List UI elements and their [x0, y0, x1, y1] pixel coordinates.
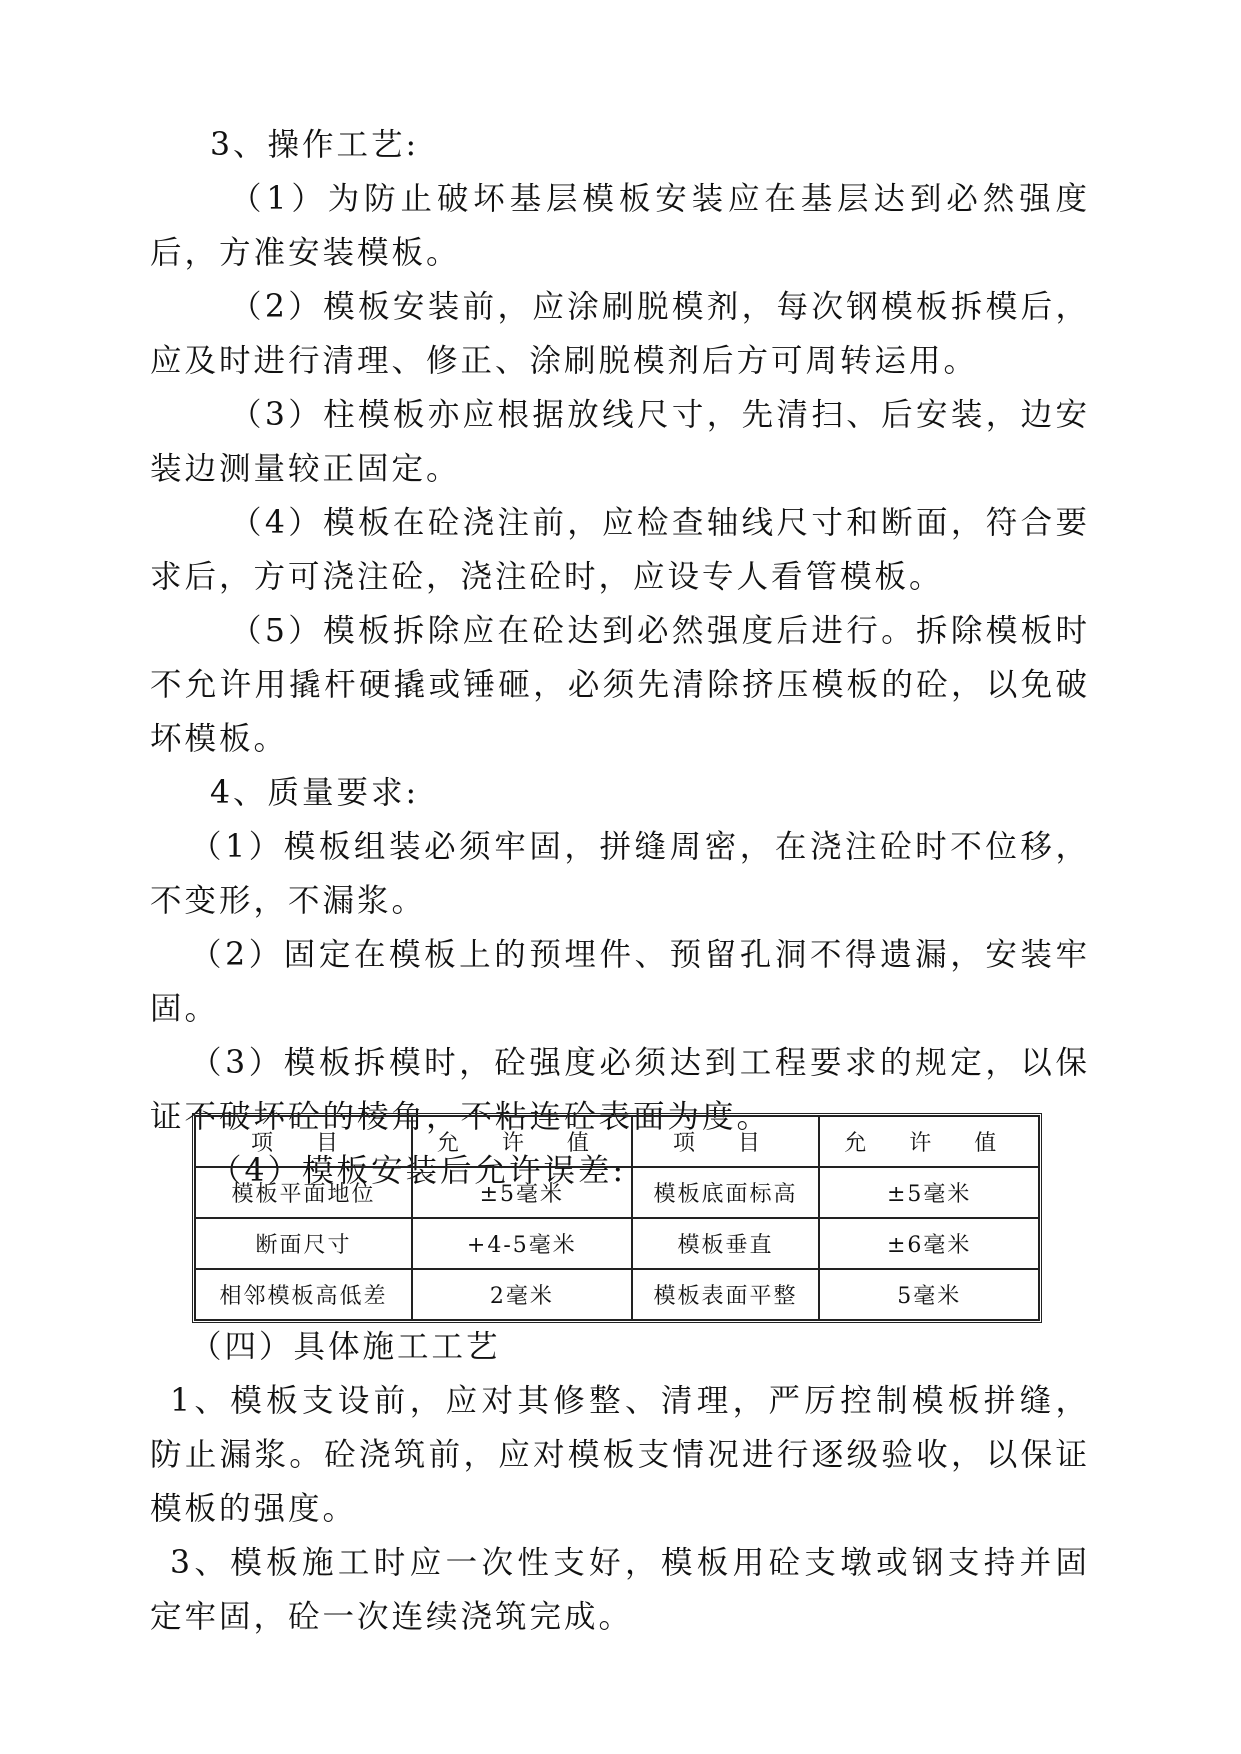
section-3-item-1: （1）为防止破坏基层模板安装应在基层达到必然强度后，方准安装模板。 [150, 181, 1090, 271]
section-3-heading: 3、操作工艺: [210, 127, 420, 163]
section-3-item-4: （4）模板在砼浇注前，应检查轴线尺寸和断面，符合要求后，方可浇注砼，浇注砼时，应设专人看管模板。 [150, 505, 1090, 595]
table-cell: 模板底面标高 [632, 1167, 820, 1218]
table-cell: ±5毫米 [819, 1167, 1039, 1218]
section-4-heading: 4、质量要求: [210, 775, 420, 811]
section-4-item-3: （3）模板拆模时，砼强度必须达到工程要求的规定，以保证不破坏砼的棱角，不粘连砼表面为度。 [150, 1045, 1090, 1135]
section-3-item-5: （5）模板拆除应在砼达到必然强度后进行。拆除模板时不允许用撬杆硬撬或锤砸，必须先清除挤压模板的砼，以免破坏模板。 [150, 613, 1090, 757]
construction-section [150, 1320, 1090, 1644]
table-row [195, 1167, 1039, 1218]
table-row [195, 1218, 1039, 1269]
table-cell: 模板垂直 [632, 1218, 820, 1269]
table-cell: 5毫米 [819, 1269, 1039, 1320]
table-cell: 相邻模板高低差 [195, 1269, 412, 1320]
tolerance-table [192, 1113, 1042, 1323]
section-3-item-2: （2）模板安装前，应涂刷脱模剂，每次钢模板拆模后，应及时进行清理、修正、涂刷脱模剂后方可周转运用。 [150, 289, 1090, 379]
section-3-item-3: （3）柱模板亦应根据放线尺寸，先清扫、后安装，边安装边测量较正固定。 [150, 397, 1090, 487]
table-cell: 模板表面平整 [632, 1269, 820, 1320]
section-4-item-4: （4）模板安装后允许误差: [210, 1153, 627, 1189]
table-header-cell: 允 许 值 [412, 1116, 632, 1167]
table-cell: 断面尺寸 [195, 1218, 412, 1269]
table-header-row [195, 1116, 1039, 1167]
table-cell: ±6毫米 [819, 1218, 1039, 1269]
table-header-cell: 允 许 值 [819, 1116, 1039, 1167]
table-cell: 模板平面地位 [195, 1167, 412, 1218]
section-4-item-1: （1）模板组装必须牢固，拼缝周密，在浇注砼时不位移，不变形，不漏浆。 [150, 829, 1090, 919]
section-four-item-3: 3、模板施工时应一次性支好，模板用砼支墩或钢支持并固定牢固，砼一次连续浇筑完成。 [150, 1545, 1090, 1635]
table-cell: +4-5毫米 [412, 1218, 632, 1269]
table-cell: ±5毫米 [412, 1167, 632, 1218]
table-cell: 2毫米 [412, 1269, 632, 1320]
section-four-heading: （四）具体施工工艺 [190, 1329, 501, 1365]
table-header-cell: 项 目 [632, 1116, 820, 1167]
table-header-cell: 项 目 [195, 1116, 412, 1167]
section-4-item-2: （2）固定在模板上的预埋件、预留孔洞不得遗漏，安装牢固。 [150, 937, 1090, 1027]
section-four-item-1: 1、模板支设前，应对其修整、清理，严厉控制模板拼缝，防止漏浆。砼浇筑前，应对模板支情况进行逐级验收，以保证模板的强度。 [150, 1383, 1090, 1527]
document-body [150, 118, 1090, 1198]
table-row [195, 1269, 1039, 1320]
